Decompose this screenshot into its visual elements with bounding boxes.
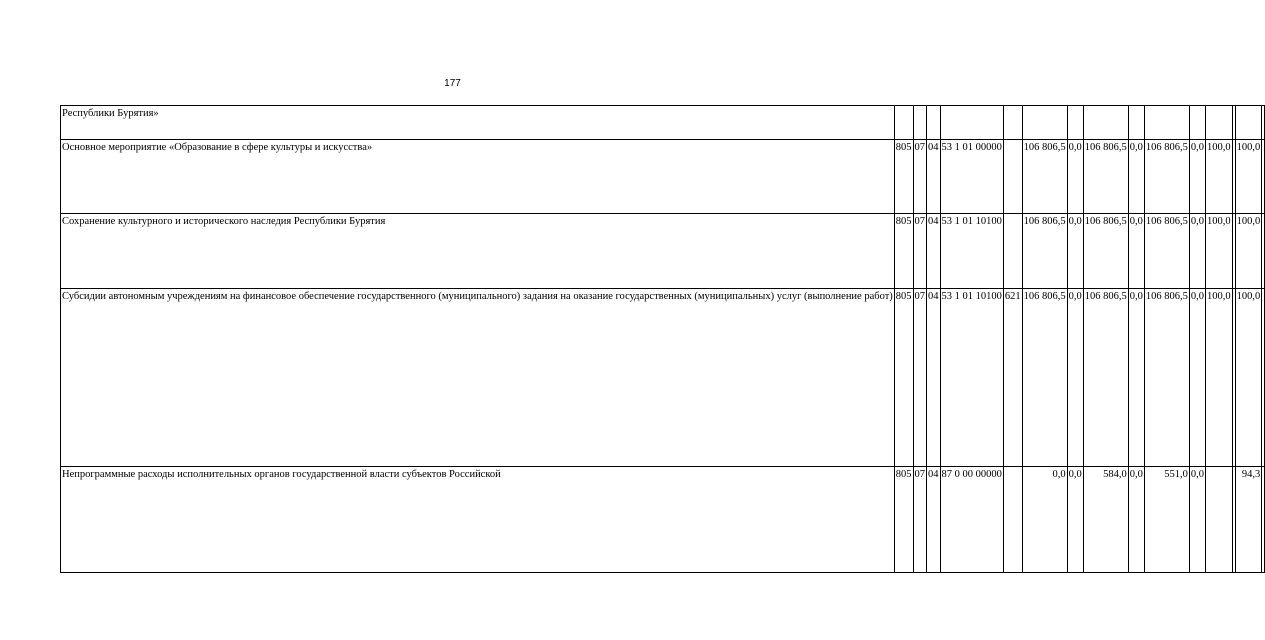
cell-v4: 0,0	[1128, 140, 1144, 214]
cell-pr: 04	[927, 214, 941, 289]
cell-v1: 0,0	[1022, 467, 1067, 573]
cell-pr: 04	[927, 140, 941, 214]
cell-rz: 07	[913, 467, 927, 573]
cell-p1: 100,0	[1206, 140, 1233, 214]
cell-p1: 100,0	[1206, 214, 1233, 289]
cell-p3: 94,3	[1235, 467, 1262, 573]
cell-v6: 0,0	[1189, 289, 1205, 467]
cell-empty	[1262, 289, 1265, 467]
cell-v4: 0,0	[1128, 467, 1144, 573]
cell-v6: 0,0	[1189, 140, 1205, 214]
cell-gr: 805	[894, 467, 913, 573]
cell-vr	[1003, 467, 1022, 573]
cell-p1	[1206, 106, 1233, 140]
cell-pr: 04	[927, 289, 941, 467]
cell-gr: 805	[894, 289, 913, 467]
table-row	[61, 467, 1265, 573]
cell-v6: 0,0	[1189, 214, 1205, 289]
cell-csr	[940, 106, 1003, 140]
cell-v3: 584,0	[1083, 467, 1128, 573]
cell-p3	[1235, 106, 1262, 140]
cell-vr	[1003, 214, 1022, 289]
cell-rz: 07	[913, 214, 927, 289]
table-row	[61, 106, 1265, 140]
cell-v6: 0,0	[1189, 467, 1205, 573]
cell-v3: 106 806,5	[1083, 289, 1128, 467]
cell-rz: 07	[913, 289, 927, 467]
cell-v2: 0,0	[1067, 289, 1083, 467]
cell-v1: 106 806,5	[1022, 140, 1067, 214]
cell-v2: 0,0	[1067, 140, 1083, 214]
cell-csr: 53 1 01 10100	[940, 214, 1003, 289]
page-number: 177	[444, 78, 461, 89]
cell-v5: 106 806,5	[1144, 289, 1189, 467]
cell-empty	[1262, 106, 1265, 140]
cell-v3	[1083, 106, 1128, 140]
row-name: Субсидии автономным учреждениям на финансовое обеспечение государственного (муниципального) задания на оказание государственных (муниципальных) услуг (выполнение работ)	[61, 289, 895, 467]
cell-v2: 0,0	[1067, 467, 1083, 573]
row-name: Основное мероприятие «Образование в сфере культуры и искусства»	[61, 140, 895, 214]
cell-gr: 805	[894, 140, 913, 214]
row-name: Непрограммные расходы исполнительных органов государственной власти субъектов Российской	[61, 467, 895, 573]
cell-p3: 100,0	[1235, 214, 1262, 289]
cell-p1	[1206, 467, 1233, 573]
cell-p1: 100,0	[1206, 289, 1233, 467]
cell-v1: 106 806,5	[1022, 214, 1067, 289]
row-name: Республики Бурятия»	[61, 106, 895, 140]
table-row	[61, 214, 1265, 289]
cell-v5	[1144, 106, 1189, 140]
cell-v5: 106 806,5	[1144, 140, 1189, 214]
cell-vr: 621	[1003, 289, 1022, 467]
cell-rz	[913, 106, 927, 140]
cell-empty	[1262, 467, 1265, 573]
row-name: Сохранение культурного и исторического наследия Республики Бурятия	[61, 214, 895, 289]
cell-v1	[1022, 106, 1067, 140]
cell-csr: 53 1 01 00000	[940, 140, 1003, 214]
cell-pr: 04	[927, 467, 941, 573]
cell-csr: 87 0 00 00000	[940, 467, 1003, 573]
cell-v5: 551,0	[1144, 467, 1189, 573]
cell-v2	[1067, 106, 1083, 140]
cell-pr	[927, 106, 941, 140]
cell-v4	[1128, 106, 1144, 140]
table-row	[61, 289, 1265, 467]
cell-v3: 106 806,5	[1083, 140, 1128, 214]
cell-v6	[1189, 106, 1205, 140]
cell-gr	[894, 106, 913, 140]
cell-gr: 805	[894, 214, 913, 289]
cell-empty	[1262, 140, 1265, 214]
cell-p3: 100,0	[1235, 140, 1262, 214]
cell-csr: 53 1 01 10100	[940, 289, 1003, 467]
cell-v2: 0,0	[1067, 214, 1083, 289]
cell-v5: 106 806,5	[1144, 214, 1189, 289]
cell-empty	[1262, 214, 1265, 289]
cell-vr	[1003, 106, 1022, 140]
cell-p3: 100,0	[1235, 289, 1262, 467]
cell-rz: 07	[913, 140, 927, 214]
table-row	[61, 140, 1265, 214]
cell-vr	[1003, 140, 1022, 214]
cell-v4: 0,0	[1128, 289, 1144, 467]
cell-v4: 0,0	[1128, 214, 1144, 289]
cell-v3: 106 806,5	[1083, 214, 1128, 289]
cell-v1: 106 806,5	[1022, 289, 1067, 467]
budget-table	[60, 105, 1265, 573]
